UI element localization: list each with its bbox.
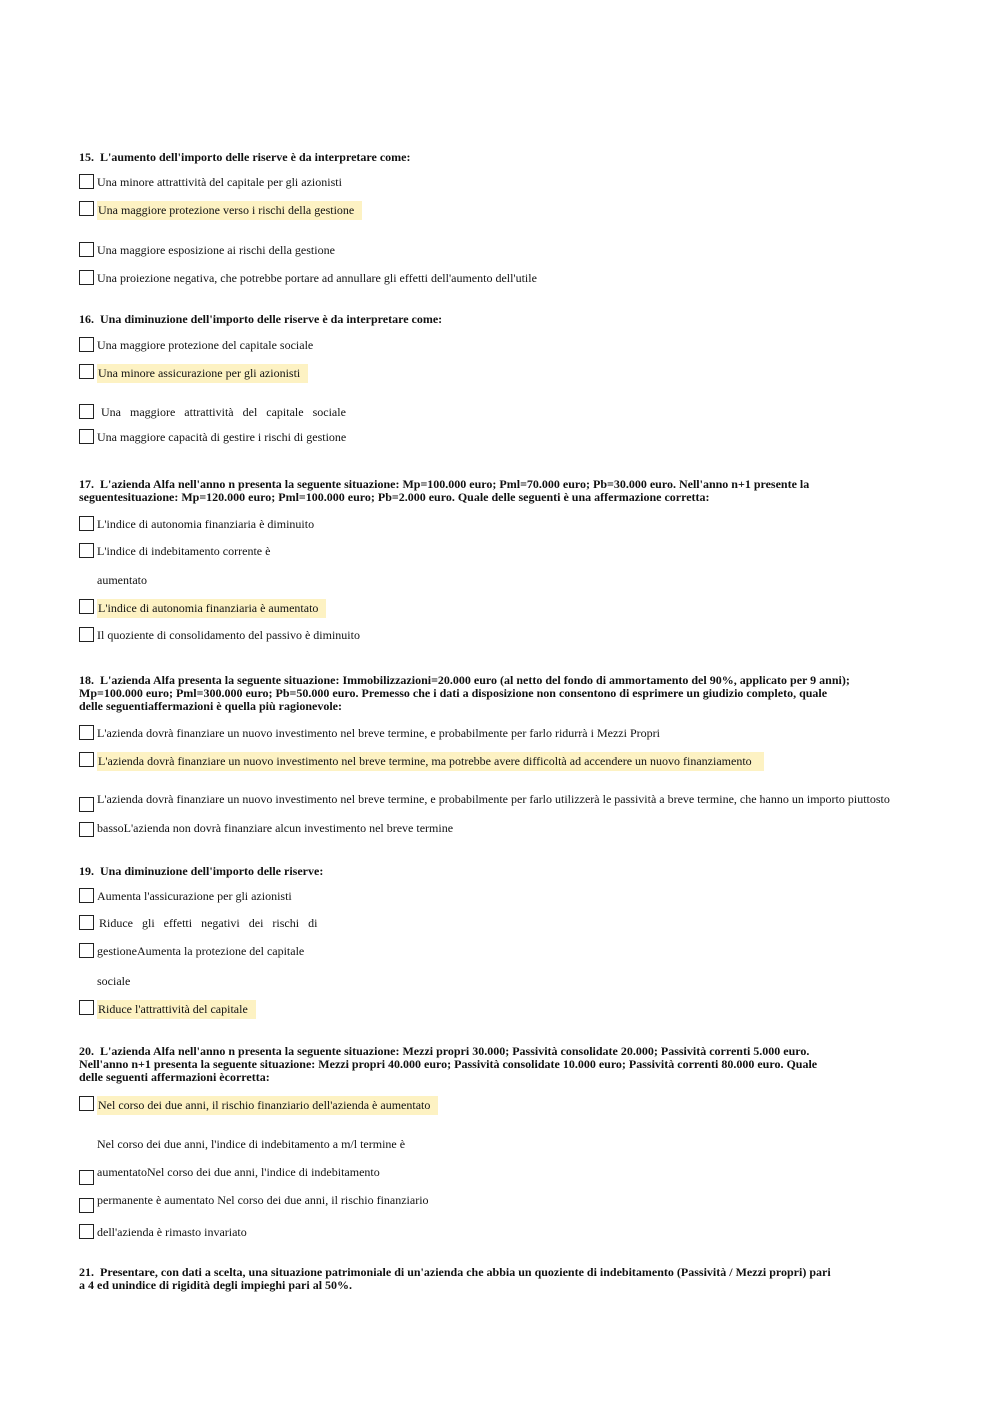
checkbox-icon[interactable] <box>79 1170 94 1185</box>
checkbox-icon[interactable] <box>79 242 94 257</box>
checkbox-icon[interactable] <box>79 429 94 444</box>
checkbox-icon[interactable] <box>79 1000 94 1015</box>
checkbox-icon[interactable] <box>79 797 94 812</box>
checkbox-icon[interactable] <box>79 627 94 642</box>
question-19: 19. Una diminuzione dell'importo delle riserve: <box>79 864 324 878</box>
checkbox-icon[interactable] <box>79 270 94 285</box>
checkbox-icon[interactable] <box>79 888 94 903</box>
checkbox-icon[interactable] <box>79 599 94 614</box>
checkbox-icon[interactable] <box>79 915 94 930</box>
question-18: 18. L'azienda Alfa presenta la seguente situazione: Immobilizzazioni=20.000 euro (al netto del fondo di ammortamento del 90%, applicato per 9 anni); Mp=100.000 euro; Pml=300.000 euro; Pb=50.000 euro. Premesso che i dati a disposizione non consentono di esprimere un giudizio completo, quale delle seguentiaffermazioni è quella più ragionevole: <box>79 673 850 713</box>
checkbox-icon[interactable] <box>79 201 94 216</box>
checkbox-icon[interactable] <box>79 543 94 558</box>
checkbox-icon[interactable] <box>79 822 94 837</box>
checkbox-icon[interactable] <box>79 337 94 352</box>
question-20: 20. L'azienda Alfa nell'anno n presenta la seguente situazione: Mezzi propri 30.000; Passività consolidate 20.000; Passività correnti 5.000 euro. Nell'anno n+1 presenta la seguente situazione: Mezzi propri 40.000 euro; Passività consolidate 10.000 euro; Passività correnti 80.000 euro. Quale delle seguenti affermazioni ècorretta: <box>79 1044 818 1084</box>
quiz-page: 15. L'aumento dell'importo delle riserve è da interpretare come: Una minore attrattività del capitale per gli azionisti Una maggiore protezione verso i rischi della gestione Una maggiore esposizione ai rischi della gestione Una proiezione negativa, che potrebbe portare ad annullare gli effetti dell'aumento dell'utile 16. Una diminuzione dell'importo delle riserve è da interpretare come: Una maggiore protezione del capitale sociale Una minore assicurazione per gli azionisti Una maggiore attrattività del capitale sociale Una maggiore capacità di gestire i rischi di gestione 17. L'azienda Alfa nell'anno n presenta la seguente situazione: Mp=100.000 euro; Pml=70.000 euro; Pb=30.000 euro. Nell'anno n+1 presente la seguentesituazione: Mp=120.000 euro; Pml=100.000 euro; Pb=2.000 euro. Quale delle seguenti è una affermazione corretta: L'indice di autonomia finanziaria è diminuito L'indice di indebitamento corrente è aumentato L'indice di autonomia finanziaria è aumentato Il quoziente di consolidamento del passivo è diminuito 18. L'azienda Alfa presenta la seguente situazione: Immobilizzazioni=20.000 euro (al netto del fondo di ammortamento del 90%, applicato per 9 anni); Mp=100.000 euro; Pml=300.000 euro; Pb=50.000 euro. Premesso che i dati a disposizione non consentono di esprimere un giudizio completo, quale delle seguentiaffermazioni è quella più ragionevole: L'azienda dovrà finanziare un nuovo investimento nel breve termine, e probabilmente per farlo ridurrà i Mezzi Propri L'azienda dovrà finanziare un nuovo investimento nel breve termine, ma potrebbe avere difficoltà ad accendere un nuovo finanziamento L'azienda dovrà finanziare un nuovo investimento nel breve termine, e probabilmente per farlo utilizzerà le passività a breve termine, che hanno un importo piuttosto bassoL'azienda non dovrà finanziare alcun investimento nel breve termine 19. Una diminuzione dell'importo delle riserve: Aumenta l'assicurazione per gli azionisti Riduce gli effetti negativi dei rischi di gestioneAumenta la protezione del capitale sociale Riduce l'attrattività del capitale 20. L'azienda Alfa nell'anno n presenta la seguente situazione: Mezzi propri 30.000; Passività consolidate 20.000; Passività correnti 5.000 euro. Nell'anno n+1 presenta la seguente situazione: Mezzi propri 40.000 euro; Passività consolidate 10.000 euro; Passività correnti 80.000 euro. Quale delle seguenti affermazioni ècorretta: Nel corso dei due anni, il rischio finanziario dell'azienda è aumentato Nel corso dei due anni, l'indice di indebitamento a m/l termine è aumentatoNel corso dei due anni, l'indice di indebitamento permanente è aumentato Nel corso dei due anni, il rischio finanziario dell'azienda è rimasto invariato 21. Presentare, con dati a scelta, una situazione patrimoniale di un'azienda che abbia un quoziente di indebitamento (Passività / Mezzi propri) pari a 4 ed unindice di rigidità degli impieghi pari al 50%. <box>79 150 890 1292</box>
checkbox-icon[interactable] <box>79 174 94 189</box>
question-21: 21. Presentare, con dati a scelta, una situazione patrimoniale di un'azienda che abbia un quoziente di indebitamento (Passività / Mezzi propri) pari a 4 ed unindice di rigidità degli impieghi pari al 50%. <box>79 1265 831 1292</box>
checkbox-icon[interactable] <box>79 1198 94 1213</box>
checkbox-icon[interactable] <box>79 516 94 531</box>
checkbox-icon[interactable] <box>79 1096 94 1111</box>
checkbox-icon[interactable] <box>79 752 94 767</box>
question-15: 15. L'aumento dell'importo delle riserve è da interpretare come: <box>79 150 411 164</box>
checkbox-icon[interactable] <box>79 725 94 740</box>
option-20-b-text: Nel corso dei due anni, l'indice di indebitamento a m/l termine è <box>97 1137 406 1151</box>
question-16: 16. Una diminuzione dell'importo delle riserve è da interpretare come: <box>79 312 443 326</box>
question-17: 17. L'azienda Alfa nell'anno n presenta la seguente situazione: Mp=100.000 euro; Pml=70.000 euro; Pb=30.000 euro. Nell'anno n+1 presente la seguentesituazione: Mp=120.000 euro; Pml=100.000 euro; Pb=2.000 euro. Quale delle seguenti è una affermazione corretta: <box>79 477 810 504</box>
checkbox-icon[interactable] <box>79 1224 94 1239</box>
option-19-c-continued: sociale <box>97 974 131 988</box>
checkbox-icon[interactable] <box>79 404 94 419</box>
checkbox-icon[interactable] <box>79 943 94 958</box>
checkbox-icon[interactable] <box>79 364 94 379</box>
option-17-b-continued: aumentato <box>97 573 147 587</box>
